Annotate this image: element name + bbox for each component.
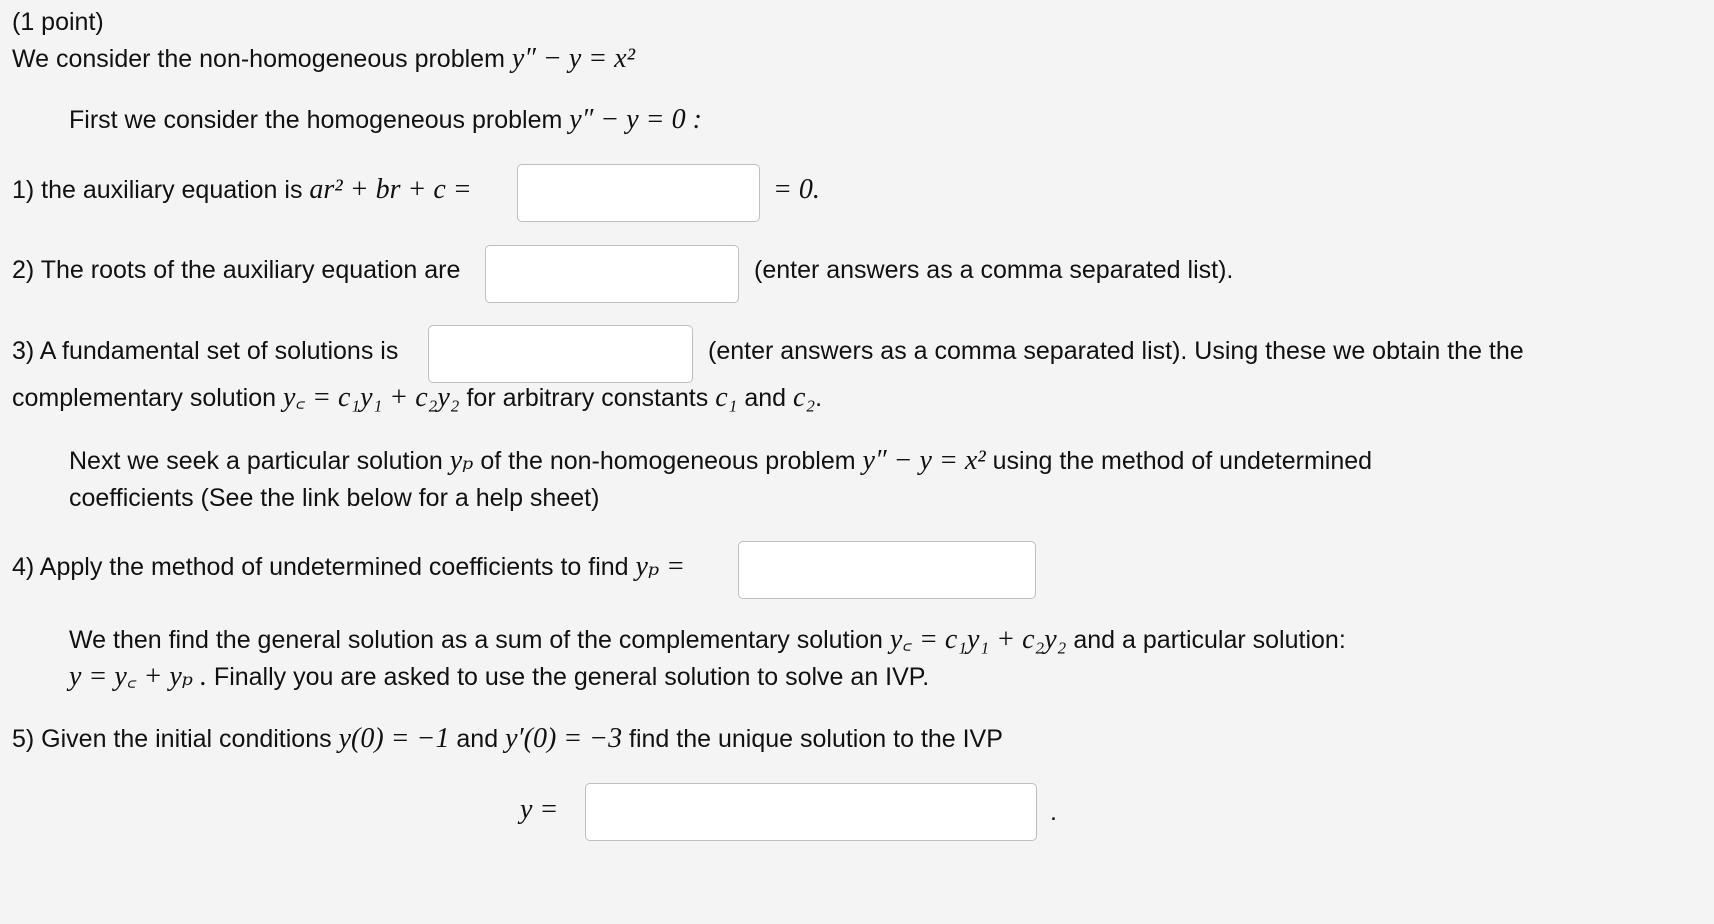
intro-equation: y″ − y = x² <box>511 43 635 74</box>
general-line1 <box>69 623 1346 657</box>
q3-and: and <box>744 384 787 412</box>
q5-text: find the unique solution to the IVP <box>629 725 1003 753</box>
q3-complementary-equation: y꜀ = c₁y₁ + c₂y₂ <box>282 382 460 413</box>
homogeneous-text: First we consider the homogeneous problem <box>69 106 563 134</box>
q2-roots-input[interactable] <box>485 245 739 303</box>
particular-text-b: of the non-homogeneous problem <box>480 447 856 475</box>
particular-line2: coefficients (See the link below for a help sheet) <box>69 484 600 512</box>
q1-label: 1) the auxiliary equation is <box>12 176 303 204</box>
q1-line <box>12 173 472 207</box>
q4-label: 4) Apply the method of undetermined coefficients to find <box>12 553 629 581</box>
q1-rhs: = 0. <box>773 174 820 205</box>
intro-text: We consider the non-homogeneous problem <box>12 45 505 73</box>
q5-condition-1: y(0) = −1 <box>338 723 450 754</box>
general-line2 <box>69 660 929 694</box>
q3-period: . <box>815 384 823 412</box>
general-line2-text: Finally you are asked to use the general solution to solve an IVP. <box>213 663 930 691</box>
q3-label: 3) A fundamental set of solutions is <box>12 337 399 365</box>
q1-auxiliary-input[interactable] <box>517 164 760 222</box>
q5-y-label: y = <box>520 794 559 825</box>
q5-ivp-solution-input[interactable] <box>585 783 1037 841</box>
general-text-a: We then find the general solution as a sum of the complementary solution <box>69 626 883 654</box>
q2-hint: (enter answers as a comma separated list). <box>754 256 1234 284</box>
particular-text-c: using the method of undetermined <box>992 447 1373 475</box>
q3-constants-text: for arbitrary constants <box>466 384 709 412</box>
q4-equation: yₚ = <box>635 551 686 582</box>
q5-condition-2: y′(0) = −3 <box>505 723 623 754</box>
q3-hint: (enter answers as a comma separated list). Using these we obtain the the <box>708 337 1524 365</box>
q2-label: 2) The roots of the auxiliary equation are <box>12 256 461 284</box>
q5-trailing-period: . <box>1050 798 1057 826</box>
homogeneous-line <box>69 103 702 137</box>
particular-line1 <box>69 444 1372 478</box>
q5-line <box>12 722 1003 756</box>
general-sum-equation: y = y꜀ + yₚ . <box>69 661 207 692</box>
points-label: (1 point) <box>12 8 104 36</box>
homogeneous-equation: y″ − y = 0 : <box>569 104 702 135</box>
particular-equation: y″ − y = x² <box>862 445 986 476</box>
q4-particular-solution-input[interactable] <box>738 541 1036 599</box>
general-text-b: and a particular solution: <box>1073 626 1346 654</box>
q5-and: and <box>456 725 499 753</box>
q5-label: 5) Given the initial conditions <box>12 725 332 753</box>
q3-complementary-text: complementary solution <box>12 384 277 412</box>
q1-lhs: ar² + br + c = <box>309 174 472 205</box>
q3-c1: c₁ <box>715 382 738 413</box>
q3-fundamental-set-input[interactable] <box>428 325 693 383</box>
q4-line <box>12 550 685 584</box>
q3-c2: c₂ <box>793 382 816 413</box>
general-equation: y꜀ = c₁y₁ + c₂y₂ <box>889 624 1067 655</box>
particular-text-a: Next we seek a particular solution <box>69 447 443 475</box>
intro-line <box>12 42 635 76</box>
q3-line2 <box>12 381 822 415</box>
particular-yp: yₚ <box>449 445 474 476</box>
